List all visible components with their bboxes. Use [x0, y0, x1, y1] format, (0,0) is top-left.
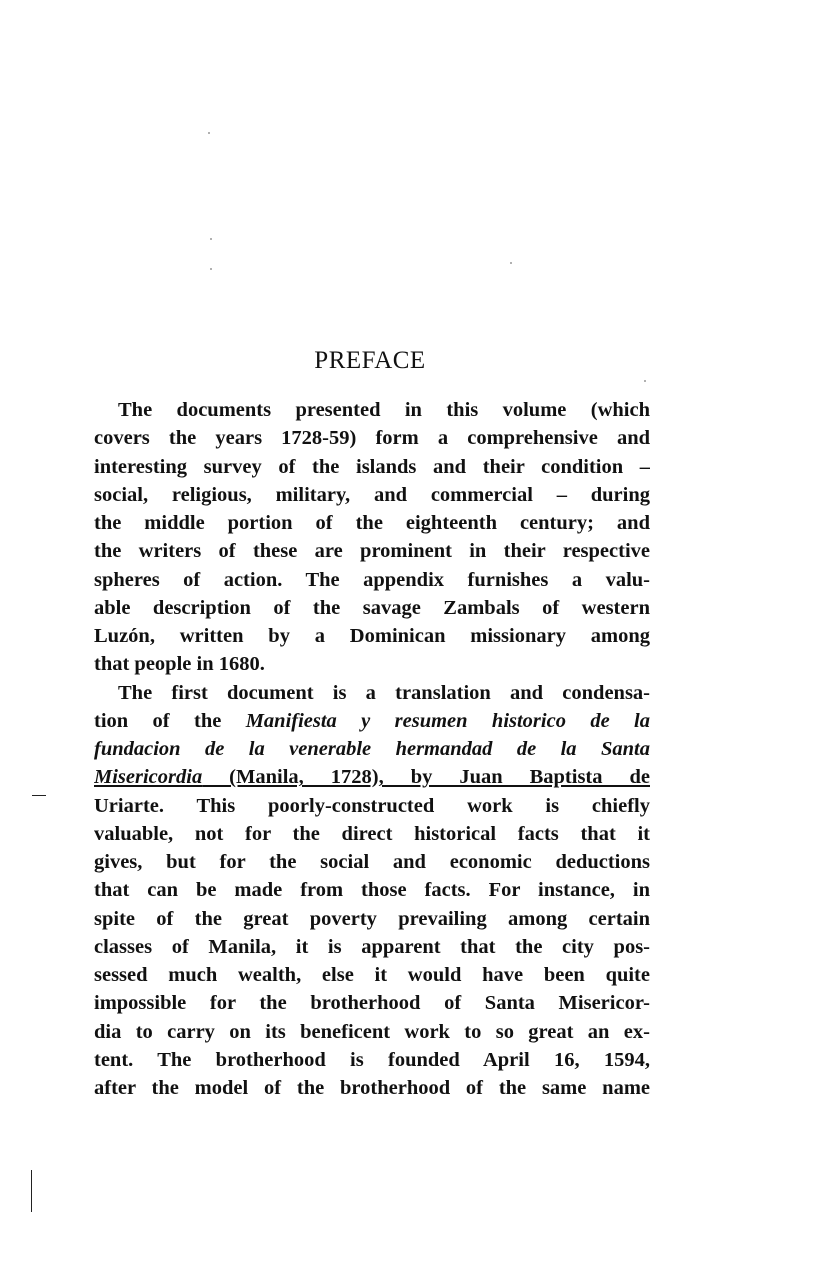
text-line-italic-title: fundacion de la venerable hermandad de la Santa	[94, 738, 650, 760]
text-line: covers the years 1728-59) form a comprehensive and	[94, 427, 650, 450]
margin-bar-mark	[31, 1170, 32, 1212]
text-line: impossible for the brotherhood of Santa Misericor-	[94, 992, 650, 1015]
text-line: tent. The brotherhood is founded April 16, 1594,	[94, 1048, 650, 1071]
text-line: that people in 1680.	[94, 653, 265, 676]
text-line: classes of Manila, it is apparent that the city pos-	[94, 935, 650, 958]
italic-title-run: Misericordia	[94, 766, 203, 789]
scan-speck	[510, 262, 512, 264]
text-line: social, religious, military, and commercial – during	[94, 483, 650, 506]
text-line: the middle portion of the eighteenth century; and	[94, 512, 650, 534]
text-line: The first document is a translation and condensa-	[118, 681, 650, 704]
text-line-with-italic-title	[94, 763, 650, 791]
scan-speck	[210, 268, 212, 270]
scan-speck	[210, 238, 212, 240]
scan-speck	[644, 380, 646, 382]
text-line: Luzón, written by a Dominican missionary among	[94, 625, 650, 647]
text-line: that can be made from those facts. For instance, in	[94, 879, 650, 902]
text-line: valuable, not for the direct historical facts that it	[94, 822, 650, 845]
text-line: spheres of action. The appendix furnishes a valu-	[94, 568, 650, 591]
preface-body	[94, 396, 650, 1102]
text-line-with-italic-title	[94, 707, 650, 735]
text-line: dia to carry on its beneficent work to so great an ex-	[94, 1020, 650, 1043]
text-line: the writers of these are prominent in their respective	[94, 540, 650, 563]
text-line: after the model of the brotherhood of the same name	[94, 1077, 650, 1099]
text-line: sessed much wealth, else it would have been quite	[94, 964, 650, 986]
text-line: interesting survey of the islands and their condition –	[94, 455, 650, 478]
text-line: spite of the great poverty prevailing among certain	[94, 907, 650, 930]
roman-run: tion of the	[94, 709, 246, 732]
text-line: Uriarte. This poorly-constructed work is chiefly	[94, 794, 650, 817]
text-line: able description of the savage Zambals of western	[94, 596, 650, 619]
text-line: gives, but for the social and economic deductions	[94, 851, 650, 873]
page-title: PREFACE	[314, 346, 426, 374]
italic-title-run: Manifiesta y resumen historico de la	[245, 709, 650, 732]
margin-dash-mark	[32, 795, 46, 796]
text-line: The documents presented in this volume (which	[118, 399, 650, 421]
scan-speck	[208, 132, 210, 134]
roman-run: (Manila, 1728), by Juan Baptista de	[202, 766, 650, 789]
